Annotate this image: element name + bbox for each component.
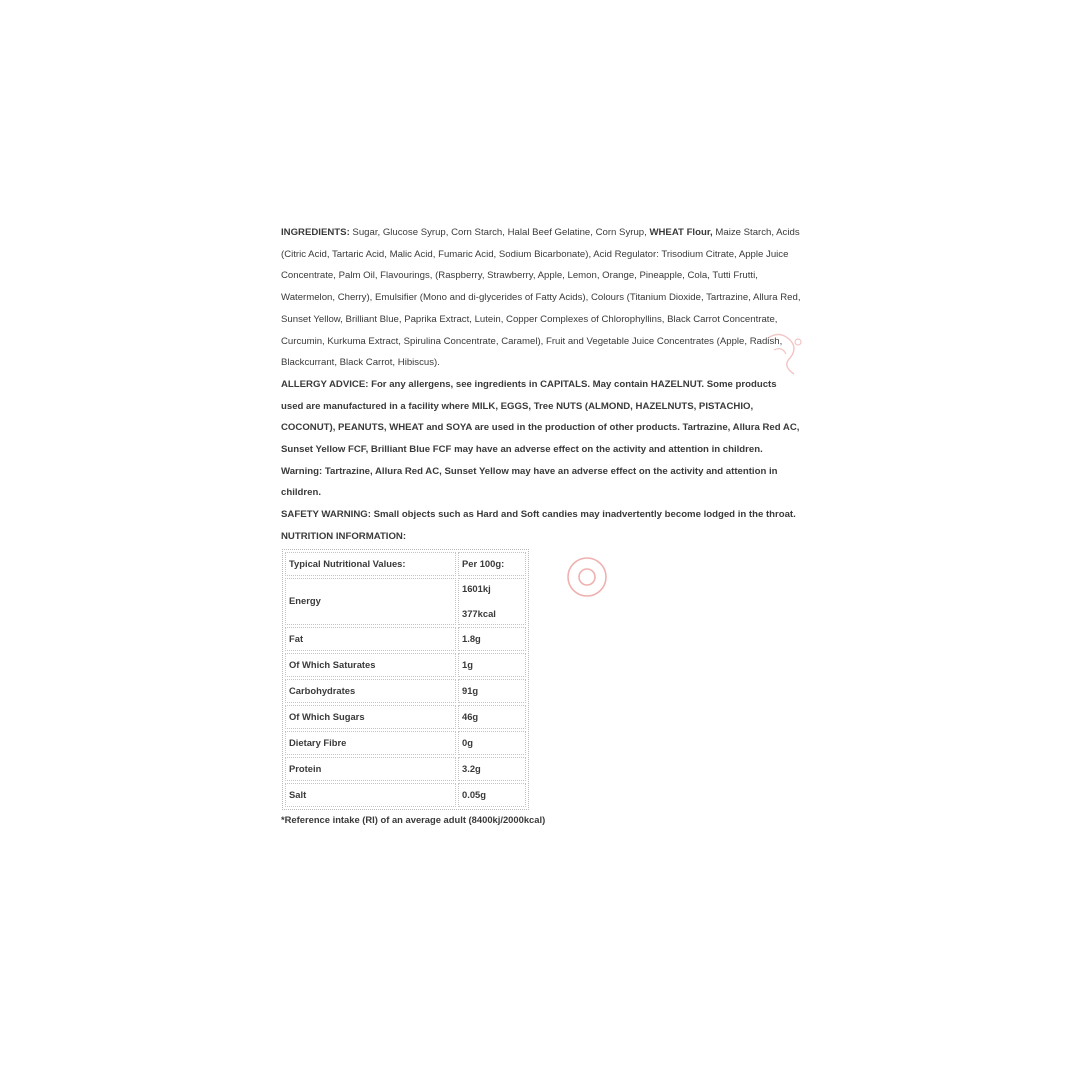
table-header-row: [285, 552, 526, 576]
table-row: [285, 679, 526, 703]
nutrient-label: Of Which Sugars: [285, 705, 456, 729]
nutrition-table: [282, 549, 529, 810]
energy-label: Energy: [285, 578, 456, 625]
table-row: [285, 627, 526, 651]
allergy-advice: ALLERGY ADVICE: For any allergens, see ingredients in CAPITALS. May contain HAZELNUT. Some products used are manufactured in a facility where MILK, EGGS, Tree NUTS (ALMOND, HAZELNUTS, PISTACHIO, COCONUT), PEANUTS, WHEAT and SOYA are used in the production of other products. Tartrazine, Allura Red AC, Sunset Yellow FCF, Brilliant Blue FCF may have an adverse effect on the activity and attention in children.: [281, 378, 800, 456]
ingredients-label: INGREDIENTS:: [281, 227, 350, 238]
nutrient-value: 0g: [458, 731, 526, 755]
nutrient-label: Dietary Fibre: [285, 731, 456, 755]
table-header-value: Per 100g:: [458, 552, 526, 576]
table-row-energy: [285, 578, 526, 625]
nutrient-label: Fat: [285, 627, 456, 651]
energy-kcal: 377kcal: [462, 607, 496, 619]
nutrient-value: 3.2g: [458, 757, 526, 781]
energy-kj: 1601kj: [462, 582, 491, 594]
table-row: [285, 653, 526, 677]
table-header-label: Typical Nutritional Values:: [285, 552, 456, 576]
energy-value: [458, 578, 526, 625]
safety-warning: SAFETY WARNING: Small objects such as Hard and Soft candies may inadvertently become lodged in the throat.: [281, 509, 796, 521]
table-row: [285, 757, 526, 781]
nutrient-label: Protein: [285, 757, 456, 781]
nutrient-value: 91g: [458, 679, 526, 703]
nutrient-value: 46g: [458, 705, 526, 729]
ingredients-text-part-1: Sugar, Glucose Syrup, Corn Starch, Halal Beef Gelatine, Corn Syrup,: [349, 227, 650, 238]
nutrient-label: Of Which Saturates: [285, 653, 456, 677]
table-row: [285, 705, 526, 729]
table-row: [285, 731, 526, 755]
nutrient-label: Salt: [285, 783, 456, 807]
reference-intake-footnote: *Reference intake (RI) of an average adult (8400kj/2000kcal): [281, 813, 546, 825]
ingredients-text-part-2: Maize Starch, Acids (Citric Acid, Tartaric Acid, Malic Acid, Fumaric Acid, Sodium Bicarbonate), Acid Regulator: Trisodium Citrate, Apple Juice Concentrate, Palm Oil, Flavourings, (Raspberry, Strawberry, Apple, Lemon, Orange, Pineapple, Cola, Tutti Frutti, Watermelon, Cherry), Emulsifier (Mono and di-glycerides of Fatty Acids), Colours (Titanium Dioxide, Tartrazine, Allura Red, Sunset Yellow, Brilliant Blue, Paprika Extract, Lutein, Copper Complexes of Chlorophyllins, Black Carrot Concentrate, Curcumin, Kurkuma Extract, Spirulina Concentrate, Caramel), Fruit and Vegetable Juice Concentrates (Apple, Radish, Blackcurrant, Black Carrot, Hibiscus).: [281, 227, 801, 369]
nutrient-value: 1.8g: [458, 627, 526, 651]
nutrient-value: 1g: [458, 653, 526, 677]
nutrient-value: 0.05g: [458, 783, 526, 807]
ingredients-paragraph: [281, 222, 801, 374]
nutrient-label: Carbohydrates: [285, 679, 456, 703]
warning-text: Warning: Tartrazine, Allura Red AC, Sunset Yellow may have an adverse effect on the activity and attention in children.: [281, 465, 778, 499]
product-info: [281, 222, 801, 828]
nutrition-heading: NUTRITION INFORMATION:: [281, 530, 407, 542]
table-row: [285, 783, 526, 807]
ingredients-wheat-flour: WHEAT Flour,: [649, 227, 713, 238]
